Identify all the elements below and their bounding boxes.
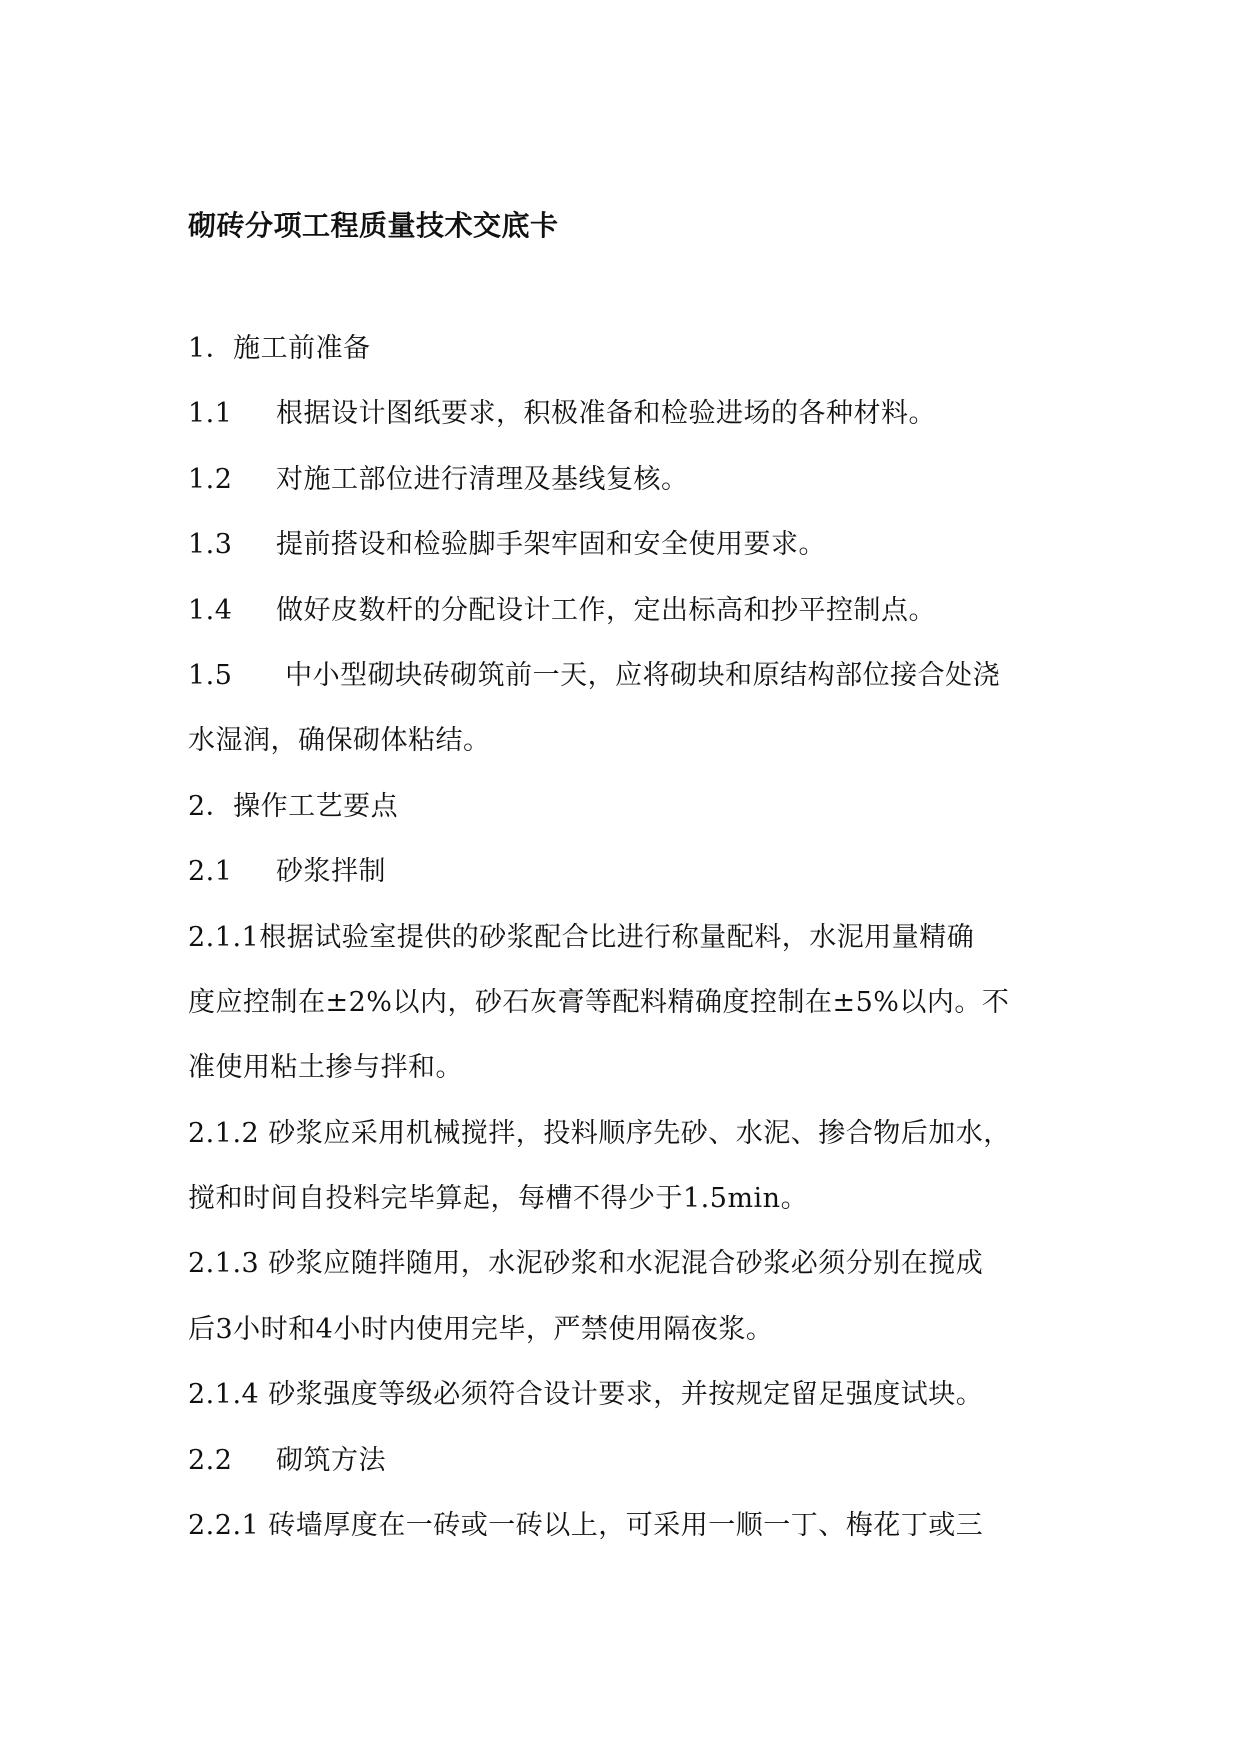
line-text: 2.1.4 砂浆强度等级必须符合设计要求，并按规定留足强度试块。 [188, 1379, 984, 1411]
line-text: 搅和时间自投料完毕算起，每槽不得少于1.5min。 [188, 1183, 809, 1215]
paragraph-line [188, 1101, 1068, 1166]
document-body [188, 316, 1068, 1558]
line-text: 2.1.1根据试验室提供的砂浆配合比进行称量配料，水泥用量精确 [188, 921, 975, 953]
line-text: 做好皮数杆的分配设计工作，定出标高和抄平控制点。 [276, 594, 936, 626]
paragraph-line [188, 578, 1068, 643]
paragraph-line [188, 381, 1068, 446]
clause-number: 2.2 [188, 1444, 233, 1476]
line-text: 水湿润，确保砌体粘结。 [188, 725, 491, 757]
document-title: 砌砖分项工程质量技术交底卡 [188, 209, 559, 242]
paragraph-line [188, 708, 1068, 773]
line-text: 2．操作工艺要点 [188, 790, 399, 822]
line-text: 对施工部位进行清理及基线复核。 [276, 463, 689, 495]
line-text: 根据设计图纸要求，积极准备和检验进场的各种材料。 [276, 398, 936, 430]
paragraph-line [188, 1428, 1068, 1493]
section-heading [188, 774, 1068, 839]
section-heading [188, 316, 1068, 381]
paragraph-line [188, 839, 1068, 904]
line-text: 砌筑方法 [276, 1444, 386, 1476]
line-text: 2.1.3 砂浆应随拌随用，水泥砂浆和水泥混合砂浆必须分别在搅成 [188, 1248, 984, 1280]
paragraph-line [188, 643, 1068, 708]
line-text: 2.1.2 砂浆应采用机械搅拌，投料顺序先砂、水泥、掺合物后加水， [188, 1117, 1011, 1149]
paragraph-line [188, 1362, 1068, 1427]
clause-number: 1.5 [188, 659, 233, 691]
paragraph-line [188, 1035, 1068, 1100]
paragraph-line [188, 1231, 1068, 1296]
line-text: 2.2.1 砖墙厚度在一砖或一砖以上，可采用一顺一丁、梅花丁或三 [188, 1510, 984, 1542]
line-text: 后3小时和4小时内使用完毕，严禁使用隔夜浆。 [188, 1313, 774, 1345]
paragraph-line [188, 447, 1068, 512]
line-text: 准使用粘土掺与拌和。 [188, 1052, 463, 1084]
line-text: 提前搭设和检验脚手架牢固和安全使用要求。 [276, 529, 826, 561]
clause-number: 2.1 [188, 856, 233, 888]
paragraph-line [188, 1297, 1068, 1362]
clause-number: 1.1 [188, 398, 233, 430]
paragraph-line [188, 1493, 1068, 1558]
paragraph-line [188, 1166, 1068, 1231]
clause-number: 1.2 [188, 463, 233, 495]
line-text: 砂浆拌制 [276, 856, 386, 888]
line-text: 1．施工前准备 [188, 333, 371, 364]
paragraph-line [188, 512, 1068, 577]
paragraph-line [188, 905, 1068, 970]
paragraph-line [188, 970, 1068, 1035]
clause-number: 1.4 [188, 594, 233, 626]
line-text: 中小型砌块砖砌筑前一天，应将砌块和原结构部位接合处浇 [276, 659, 1001, 691]
clause-number: 1.3 [188, 529, 233, 561]
line-text: 度应控制在±2%以内，砂石灰膏等配料精确度控制在±5%以内。不 [188, 986, 1010, 1018]
